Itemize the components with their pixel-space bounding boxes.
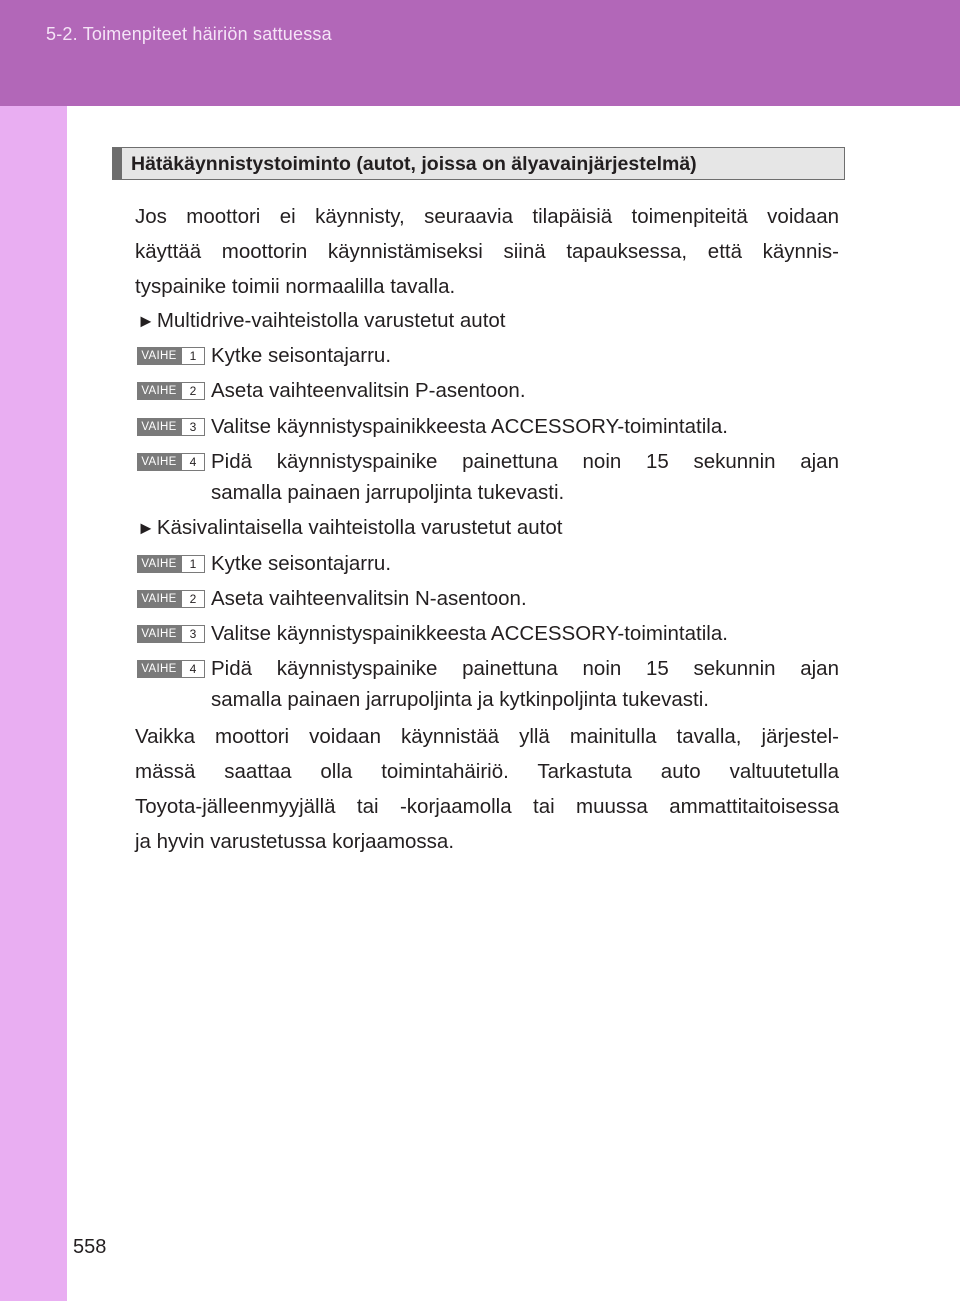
paragraph-line: tyspainike toimii normaalilla tavalla. — [135, 275, 456, 298]
step-line: Valitse käynnistyspainikkeesta ACCESSORY-toimintatila. — [211, 415, 728, 438]
step-badge-label: VAIHE — [137, 347, 181, 365]
step-text — [211, 583, 839, 614]
step-badge-number: 2 — [181, 382, 205, 400]
step-badge-label: VAIHE — [137, 382, 181, 400]
step-line: Pidä käynnistyspainike painettuna noin 15 sekunnin ajan — [211, 657, 839, 680]
step-line: samalla painaen jarrupoljinta ja kytkinpoljinta tukevasti. — [211, 688, 709, 711]
step-badge-label: VAIHE — [137, 453, 181, 471]
section-heading: Hätäkäynnistystoiminto (autot, joissa on älyavainjärjestelmä) — [131, 153, 697, 175]
section-heading-box — [112, 147, 845, 180]
step-text — [211, 446, 839, 508]
chapter-title: 5-2. Toimenpiteet häiriön sattuessa — [46, 24, 332, 44]
manual-heading — [137, 514, 563, 542]
step-text — [211, 375, 839, 406]
paragraph-line: Jos moottori ei käynnisty, seuraavia tilapäisiä toimenpiteitä voidaan — [135, 205, 839, 228]
triangle-bullet-icon: ► — [137, 518, 155, 538]
step-badge-label: VAIHE — [137, 625, 181, 643]
page-number: 558 — [73, 1236, 107, 1258]
paragraph-line: ja hyvin varustetussa korjaamossa. — [135, 830, 455, 853]
step-line: Valitse käynnistyspainikkeesta ACCESSORY-toimintatila. — [211, 622, 728, 645]
step-badge — [137, 590, 205, 608]
step-badge-number: 4 — [181, 660, 205, 678]
paragraph-line: Vaikka moottori voidaan käynnistää yllä mainitulla tavalla, järjestel- — [135, 725, 839, 748]
step-line: samalla painaen jarrupoljinta tukevasti. — [211, 481, 565, 504]
subheading-text: Käsivalintaisella vaihteistolla varustetut autot — [156, 516, 563, 539]
step-text — [211, 548, 839, 579]
step-line: Kytke seisontajarru. — [211, 344, 392, 367]
step-badge-number: 1 — [181, 347, 205, 365]
step-line: Aseta vaihteenvalitsin P-asentoon. — [211, 379, 526, 402]
step-text — [211, 411, 839, 442]
step-badge — [137, 555, 205, 573]
step-line: Kytke seisontajarru. — [211, 552, 392, 575]
step-badge — [137, 625, 205, 643]
step-badge-label: VAIHE — [137, 660, 181, 678]
header-band — [0, 0, 960, 106]
step-badge-number: 3 — [181, 418, 205, 436]
multidrive-heading — [137, 307, 506, 335]
step-badge — [137, 382, 205, 400]
step-badge-number: 4 — [181, 453, 205, 471]
closing-paragraph — [135, 719, 839, 859]
step-badge-number: 2 — [181, 590, 205, 608]
step-line: Pidä käynnistyspainike painettuna noin 15 sekunnin ajan — [211, 450, 839, 473]
step-badge-number: 1 — [181, 555, 205, 573]
step-text — [211, 653, 839, 715]
triangle-bullet-icon: ► — [137, 311, 155, 331]
paragraph-line: käyttää moottorin käynnistämiseksi siinä tapauksessa, että käynnis- — [135, 240, 839, 263]
paragraph-line: mässä saattaa olla toimintahäiriö. Tarkastuta auto valtuutetulla — [135, 760, 839, 783]
step-badge-label: VAIHE — [137, 418, 181, 436]
step-line: Aseta vaihteenvalitsin N-asentoon. — [211, 587, 527, 610]
step-badge — [137, 453, 205, 471]
step-badge — [137, 660, 205, 678]
step-badge-number: 3 — [181, 625, 205, 643]
paragraph-line: Toyota-jälleenmyyjällä tai -korjaamolla tai muussa ammattitaitoisessa — [135, 795, 839, 818]
step-badge — [137, 347, 205, 365]
step-text — [211, 340, 839, 371]
side-tab-strip — [0, 106, 67, 1301]
step-badge-label: VAIHE — [137, 555, 181, 573]
step-badge — [137, 418, 205, 436]
heading-marker-bar — [113, 148, 122, 179]
step-badge-label: VAIHE — [137, 590, 181, 608]
intro-paragraph — [135, 199, 839, 304]
subheading-text: Multidrive-vaihteistolla varustetut autot — [156, 309, 506, 332]
step-text — [211, 618, 839, 649]
